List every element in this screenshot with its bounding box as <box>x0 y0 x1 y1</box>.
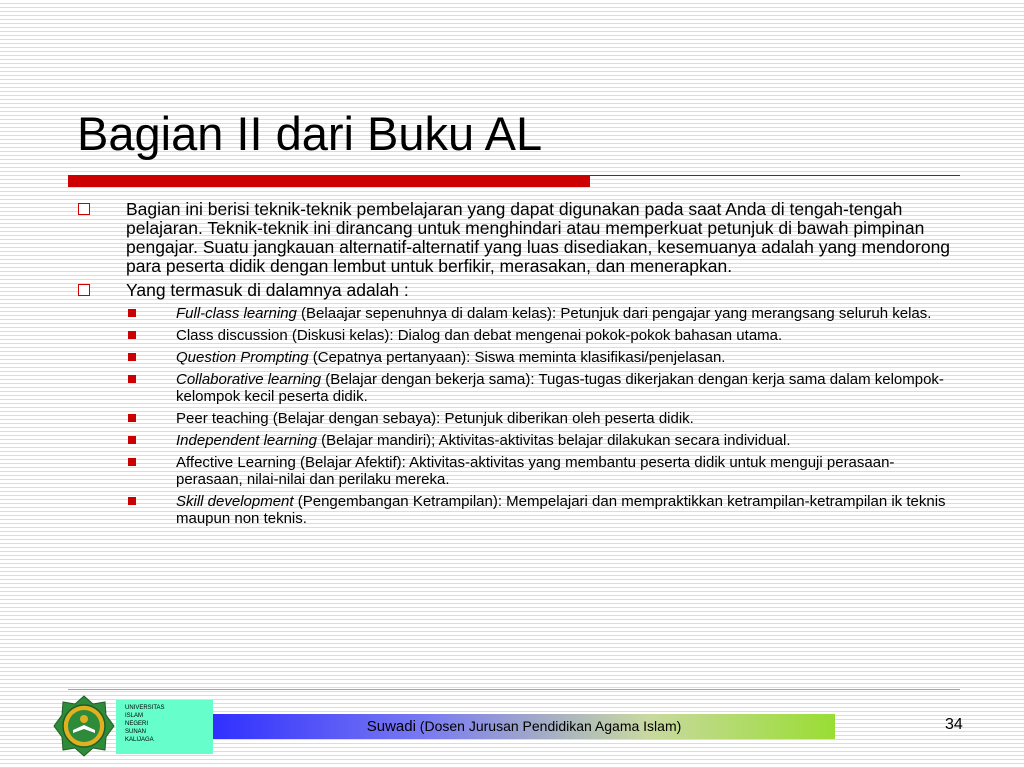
footer-caption <box>213 718 835 735</box>
filled-square-bullet-icon <box>128 309 136 317</box>
bullet-item <box>78 200 958 276</box>
slide-content <box>78 200 958 532</box>
footer-author: Suwadi <box>366 718 416 735</box>
sub-bullet-desc: (Cepatnya pertanyaan): Siswa meminta klasifikasi/penjelasan. <box>308 349 726 366</box>
footer-banner <box>213 714 835 739</box>
sub-bullet-term: Collaborative learning <box>176 371 322 388</box>
sub-bullet-term: Question Prompting <box>176 349 309 366</box>
bullet-text: Bagian ini berisi teknik-teknik pembelajaran yang dapat digunakan pada saat Anda di tengah-tengah pelajaran. Teknik-teknik ini dirancang untuk menghindari atau memperkuat petunjuk di bawah pimpinan pengajar. Suatu jangkauan alternatif-alternatif yang luas disediakan, kesemuanya adalah yang mendorong para peserta didik dengan lembut untuk berfikir, merasakan, dan menerapkan. <box>126 199 951 276</box>
sub-bullet-desc: (Belaajar sepenuhnya di dalam kelas): Petunjuk dari pengajar yang merangsang seluruh kelas. <box>296 305 932 322</box>
page-number: 34 <box>945 716 963 733</box>
sub-bullet-item <box>78 305 958 322</box>
title-underline-thin <box>590 175 960 176</box>
sub-bullet-item <box>78 493 958 527</box>
sub-bullet-item <box>78 454 958 488</box>
sub-bullet-item <box>78 371 958 405</box>
university-name-line: ISLAM <box>125 713 144 719</box>
sub-bullet-term: Full-class learning <box>176 305 297 322</box>
filled-square-bullet-icon <box>128 497 136 505</box>
footer-affiliation: (Dosen Jurusan Pendidikan Agama Islam) <box>415 718 682 734</box>
university-name-line: UNIVERSITAS <box>125 705 165 711</box>
sub-bullet-desc: Affective Learning (Belajar Afektif): Aktivitas-aktivitas yang membantu peserta didik untuk menguji perasaan-perasaan, nilai-nilai dan perilaku mereka. <box>176 454 895 488</box>
university-name-line: SUNAN <box>125 729 147 735</box>
university-name-line: KALIJAGA <box>125 737 154 743</box>
sub-bullet-item <box>78 349 958 366</box>
sub-bullet-desc: (Belajar dengan bekerja sama): Tugas-tugas dikerjakan dengan kerja sama dalam kelompok-kelompok kecil peserta didik. <box>176 371 944 405</box>
university-name-line: NEGERI <box>125 721 149 727</box>
university-logo-icon <box>52 694 116 758</box>
bullet-text: Yang termasuk di dalamnya adalah : <box>126 280 409 300</box>
filled-square-bullet-icon <box>128 331 136 339</box>
filled-square-bullet-icon <box>128 436 136 444</box>
sub-bullet-term: Skill development <box>176 493 294 510</box>
sub-bullet-item <box>78 410 958 427</box>
sub-bullet-term: Independent learning <box>176 432 317 449</box>
sub-bullet-desc: (Pengembangan Ketrampilan): Mempelajari dan mempraktikkan ketrampilan-ketrampilan ik teknis maupun non teknis. <box>176 493 946 527</box>
sub-bullet-desc: Class discussion (Diskusi kelas): Dialog dan debat mengenai pokok-pokok bahasan utama. <box>176 327 783 344</box>
footer-divider <box>68 689 960 690</box>
filled-square-bullet-icon <box>128 414 136 422</box>
sub-bullet-desc: (Belajar mandiri); Aktivitas-aktivitas belajar dilakukan secara individual. <box>316 432 791 449</box>
sub-bullet-desc: Peer teaching (Belajar dengan sebaya): Petunjuk diberikan oleh peserta didik. <box>176 410 694 427</box>
bullet-item <box>78 281 958 300</box>
filled-square-bullet-icon <box>128 458 136 466</box>
sub-bullet-item <box>78 432 958 449</box>
hollow-square-bullet-icon <box>78 284 90 296</box>
slide-title: Bagian II dari Buku AL <box>77 107 543 160</box>
title-underline-thick <box>68 175 590 187</box>
filled-square-bullet-icon <box>128 353 136 361</box>
hollow-square-bullet-icon <box>78 203 90 215</box>
sub-bullet-item <box>78 327 958 344</box>
university-name-box <box>116 700 213 754</box>
filled-square-bullet-icon <box>128 375 136 383</box>
